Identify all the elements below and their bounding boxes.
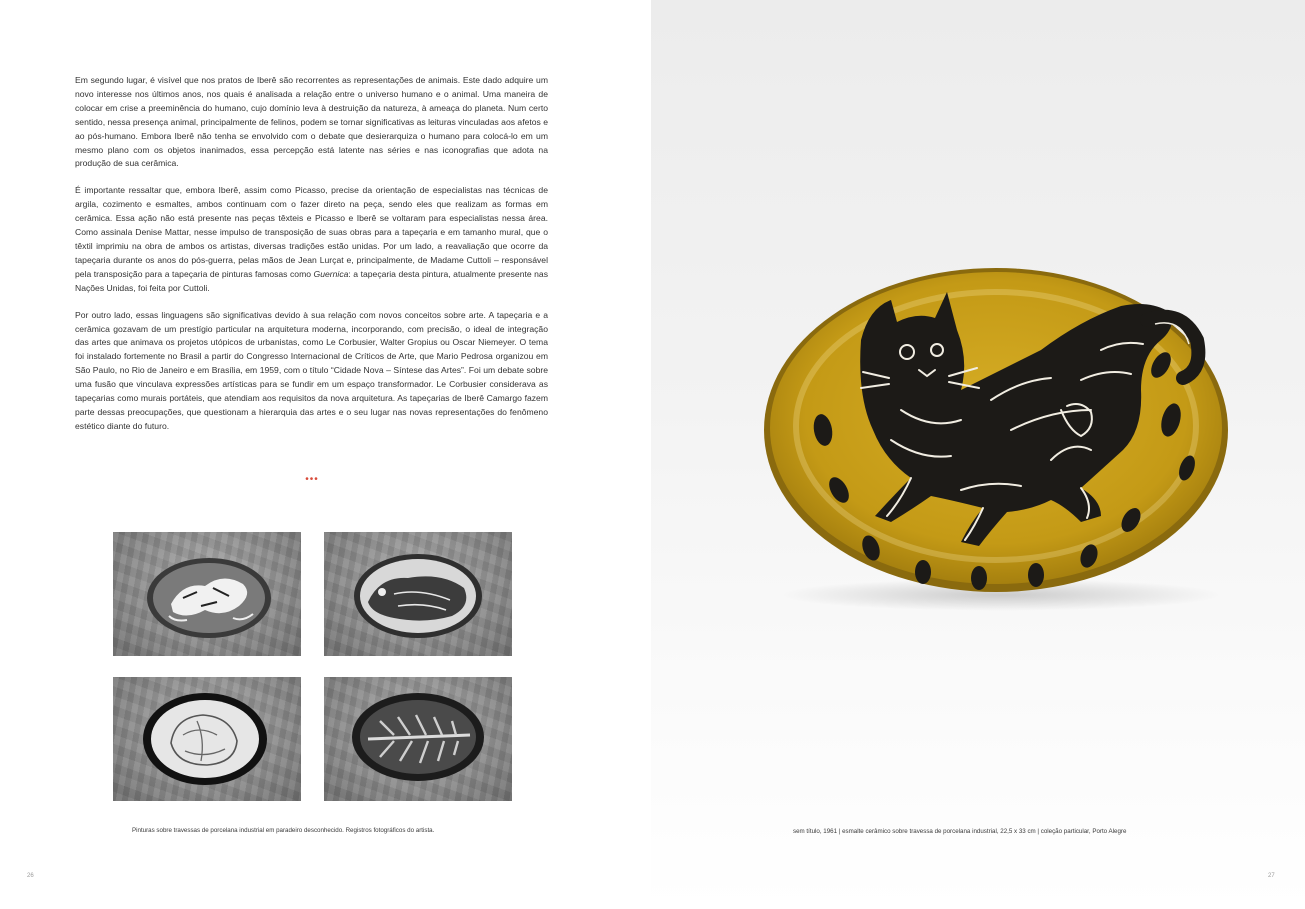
artwork-title-guernica: Guernica bbox=[313, 268, 349, 279]
paragraph-3: Por outro lado, essas linguagens são significativas devido à sua relação com novos conceitos sobre arte. A tapeçaria e a cerâmica gozavam de um prestígio particular na arquitetura moderna, incorporando, com precisão, o ideal de integração das artes que animava os projetos utópicos de urbanistas, como Le Corbusier, Walter Gropius ou Oscar Niemeyer. O tema foi instalado fortemente no Brasil a partir do Congresso Internacional de Críticos de Arte, que Mario Pedrosa organizou em São Paulo, no Rio de Janeiro e em Brasília, em 1959, com o título “Cidade Nova – Síntese das Artes”. Foi um debate sobre uma fusão que vinculava expressões artísticas para se fundir em um espaço transformador. Le Corbusier considerava as tapeçarias como murais portáteis, que atendiam aos requisitos da nova arquitetura. As tapeçarias de Iberê Camargo fazem parte dessas preocupações, que questionam a hierarquia das artes e o seu lugar nas novas representações do fenômeno estético diante do futuro. bbox=[75, 309, 548, 431]
left-page bbox=[0, 0, 651, 909]
plate-photo-2-illustration bbox=[324, 532, 512, 656]
paragraph-2-text-end: : a tapeçaria desta pintura, atualmente presente nas Nações Unidas, foi feita por Cuttoli. bbox=[75, 268, 548, 293]
plate-photo-3-illustration bbox=[113, 677, 301, 801]
paragraph-2-text: É importante ressaltar que, embora Iberê, assim como Picasso, precise da orientação de especialistas nas técnicas de argila, cozimento e esmaltes, ambos continuam com o fazer direto na peça, sendo eles que realizam as formas em cerâmica. Essa ação não está presente nas peças têxteis e Picasso e Iberê se voltaram para especialistas nessa área. Como assinala Denise Mattar, nesse impulso de transposição de suas obras para a tapeçaria e em tamanho mural, que o têxtil imprimiu na obra de ambos os artistas, diversas tradições estão unidas. Por um lado, a reavaliação que ocorre da tapeçaria durante os anos do pós-guerra, pelas mãos de Jean Lurçat e, principalmente, de Madame Cuttoli – responsável pela transposição para a tapeçaria de pinturas famosas como bbox=[75, 185, 548, 279]
archive-photo-2 bbox=[324, 532, 512, 656]
archive-photo-1 bbox=[113, 532, 301, 656]
paragraph-1: Em segundo lugar, é visível que nos pratos de Iberê são recorrentes as representações de animais. Este dado adquire um novo interesse nos últimos anos, nos quais é analisada a relação entre o universo humano e o animal. Uma maneira de colocar em crise a preeminência do humano, cujo domínio leva à destruição da natureza, à ameaça do planeta. Num certo sentido, nessa presença animal, principalmente de felinos, podem se tornar significativas as leituras vinculadas aos afetos e ao pós-humano. Embora Iberê não tenha se envolvido com o debate que desierarquiza o humano para colocá-lo em um mesmo plano com os objetos inanimados, essa percepção está latente nas séries e nas iconografias que adota na produção de sua cerâmica. bbox=[75, 75, 548, 169]
ceramic-plate-artwork bbox=[751, 260, 1241, 620]
plate-cat-illustration bbox=[751, 260, 1241, 620]
archive-photo-4 bbox=[324, 677, 512, 801]
page-number-right: 27 bbox=[1268, 873, 1275, 879]
archive-photo-3 bbox=[113, 677, 301, 801]
body-text bbox=[75, 74, 548, 447]
paragraph-2 bbox=[75, 184, 548, 295]
plate-photo-1-illustration bbox=[113, 532, 301, 656]
right-page bbox=[651, 0, 1305, 909]
page-number-left: 26 bbox=[27, 873, 34, 879]
photos-caption: Pinturas sobre travessas de porcelana industrial em paradeiro desconhecido. Registros fotográficos do artista. bbox=[132, 827, 435, 834]
section-separator: ••• bbox=[305, 474, 319, 485]
artwork-caption: sem título, 1961 | esmalte cerâmico sobre travessa de porcelana industrial, 22,5 x 33 cm | coleção particular, Porto Alegre bbox=[793, 828, 1127, 835]
plate-photo-4-illustration bbox=[324, 677, 512, 801]
